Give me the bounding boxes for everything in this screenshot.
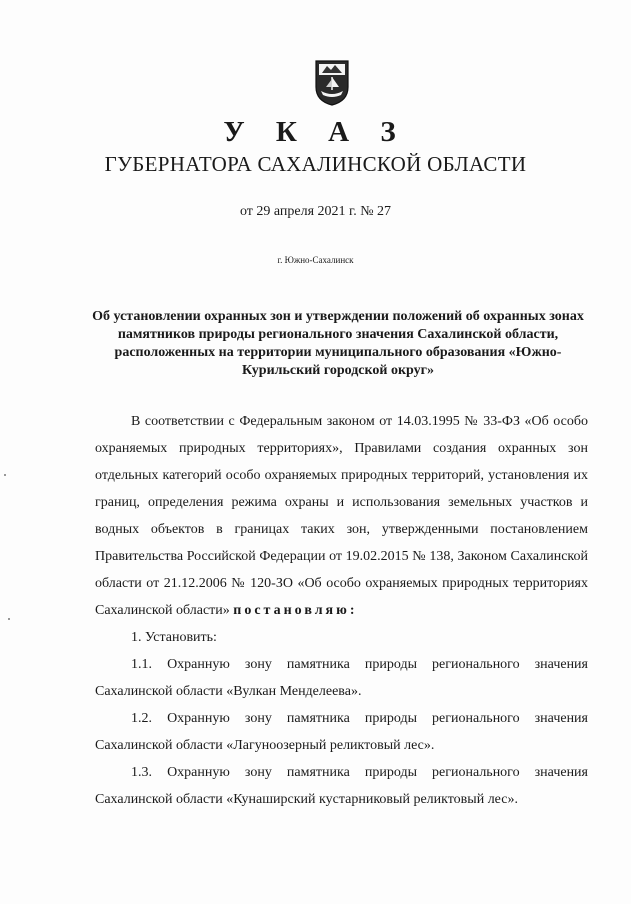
- list-item: 1. Установить:: [131, 630, 217, 645]
- sakhalin-coat-of-arms-icon: [312, 57, 352, 107]
- decree-title: Об установлении охранных зон и утверждении положений об охранных зонах памятников природы регионального значения Сахалинской области, расположенных на территории муниципального образования «Южно-Курильский городской округ»: [92, 309, 584, 378]
- date-number-line: от 29 апреля 2021 г. № 27: [239, 204, 392, 219]
- preamble-text: В соответствии с Федеральным законом от 14.03.1995 № 33-ФЗ «Об особо охраняемых природных территориях», Правилами создания охранных зон отдельных категорий особо охраняемых природных территорий, установления их границ, определения режима охраны и использования земельных участков и водных объектов в границах таких зон, утвержденными постановлением Правительства Российской Федерации от 19.02.2015 № 138, Законом Сахалинской области от 21.12.2006 № 120-ЗО «Об особо охраняемых природных территориях Сахалинской области»: [95, 414, 588, 618]
- preamble-paragraph: [95, 408, 588, 624]
- city-line: г. Южно-Сахалинск: [277, 255, 354, 265]
- resolution-word: постановляю:: [233, 603, 358, 618]
- document-type-heading: У К А З: [223, 116, 408, 148]
- issuer-heading: ГУБЕРНАТОРА САХАЛИНСКОЙ ОБЛАСТИ: [104, 152, 527, 176]
- scan-artifact: [8, 618, 10, 620]
- scan-artifact: [4, 474, 6, 476]
- decree-body: [95, 408, 588, 813]
- list-item: 1.3. Охранную зону памятника природы регионального значения Сахалинской области «Кунаширский кустарниковый реликтовый лес».: [95, 765, 588, 807]
- list-item: 1.2. Охранную зону памятника природы регионального значения Сахалинской области «Лагуноозерный реликтовый лес».: [95, 711, 588, 753]
- list-item: 1.1. Охранную зону памятника природы регионального значения Сахалинской области «Вулкан Менделеева».: [95, 657, 588, 699]
